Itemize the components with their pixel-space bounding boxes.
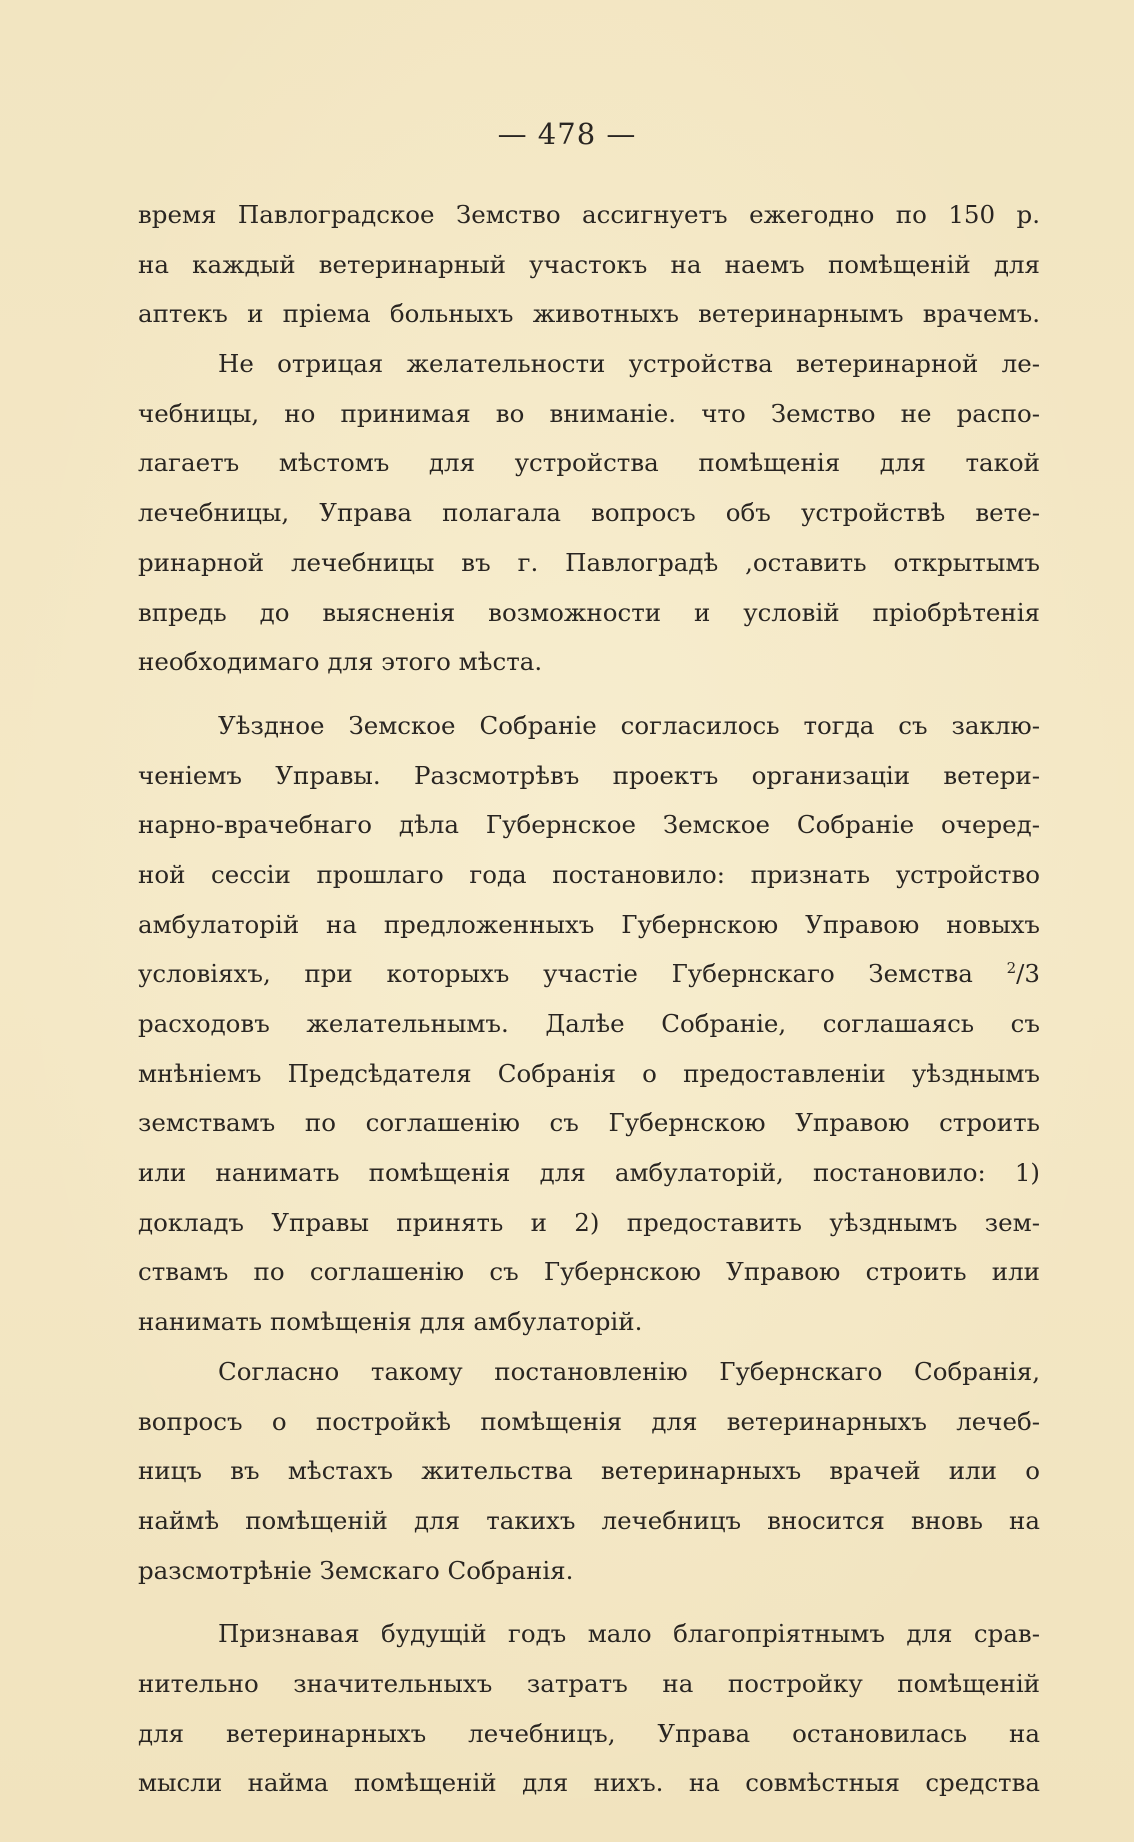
text-line: необходимаго для этого мѣста.: [138, 647, 543, 677]
text-line: амбулаторій на предложенныхъ Губернскою Управою новыхъ: [138, 909, 1040, 939]
text-line: мысли найма помѣщеній для нихъ. на совмѣстныя средства: [138, 1768, 1040, 1798]
text-line: земствамъ по соглашенію съ Губернскою Управою строить: [138, 1108, 1040, 1138]
text-line: лечебницы, Управа полагала вопросъ объ устройствѣ вете-: [138, 498, 1040, 528]
text-line: Уѣздное Земское Собраніе согласилось тогда съ заклю-: [218, 710, 1040, 740]
fraction: $^2$/3: [1006, 959, 1040, 989]
text-line: наймѣ помѣщеній для такихъ лечебницъ вносится вновь на: [138, 1505, 1040, 1535]
page-number: — 478 —: [497, 117, 637, 151]
text-line-segment: условіяхъ, при которыхъ участіе Губернскаго Земства: [138, 959, 973, 989]
text-line: вопросъ о постройкѣ помѣщенія для ветеринарныхъ лечеб-: [138, 1406, 1040, 1436]
text-line: ницъ въ мѣстахъ жительства ветеринарныхъ врачей или о: [138, 1456, 1040, 1486]
text-line: Согласно такому постановленію Губернскаго Собранія,: [218, 1356, 1040, 1386]
text-line: для ветеринарныхъ лечебницъ, Управа остановилась на: [138, 1718, 1040, 1748]
text-line: аптекъ и пріема больныхъ животныхъ ветеринарнымъ врачемъ.: [138, 299, 1040, 329]
text-line: Не отрицая желательности устройства ветеринарной ле-: [218, 349, 1040, 379]
text-line: докладъ Управы принять и 2) предоставить уѣзднымъ зем-: [138, 1207, 1040, 1237]
text-line: нанимать помѣщенія для амбулаторій.: [138, 1307, 643, 1337]
text-line: ной сессіи прошлаго года постановило: признать устройство: [138, 859, 1040, 889]
text-line-with-fraction: [138, 949, 1040, 999]
text-line: время Павлоградское Земство ассигнуетъ ежегодно по 150 р.: [138, 200, 1040, 229]
text-line: мнѣніемъ Предсѣдателя Собранія о предоставленіи уѣзднымъ: [138, 1058, 1040, 1088]
fraction-denominator: 3: [1024, 959, 1040, 989]
text-line: расходовъ желательнымъ. Далѣе Собраніе, соглашаясь съ: [138, 1009, 1040, 1038]
text-line: лагаетъ мѣстомъ для устройства помѣщенія для такой: [138, 448, 1040, 478]
text-line: Признавая будущій годъ мало благопріятнымъ для срав-: [218, 1619, 1040, 1649]
text-line: впредь до выясненія возможности и условій пріобрѣтенія: [138, 597, 1040, 627]
text-line: на каждый ветеринарный участокъ на наемъ помѣщеній для: [138, 249, 1040, 279]
text-line: нительно значительныхъ затратъ на постройку помѣщеній: [138, 1668, 1040, 1698]
fraction-numerator: 2: [1006, 959, 1017, 978]
text-line: разсмотрѣніе Земскаго Собранія.: [138, 1555, 574, 1585]
text-line: или нанимать помѣщенія для амбулаторій, постановило: 1): [138, 1158, 1040, 1188]
text-line: чебницы, но принимая во вниманіе. что Земство не распо-: [138, 398, 1040, 428]
text-line: ствамъ по соглашенію съ Губернскою Управою строить или: [138, 1257, 1040, 1287]
text-line: ченіемъ Управы. Разсмотрѣвъ проектъ организаціи ветери-: [138, 760, 1040, 790]
body-text: [138, 190, 1040, 1808]
text-line: нарно-врачебнаго дѣла Губернское Земское Собраніе очеред-: [138, 810, 1040, 840]
text-line: ринарной лечебницы въ г. Павлоградѣ ,оставить открытымъ: [138, 547, 1040, 577]
